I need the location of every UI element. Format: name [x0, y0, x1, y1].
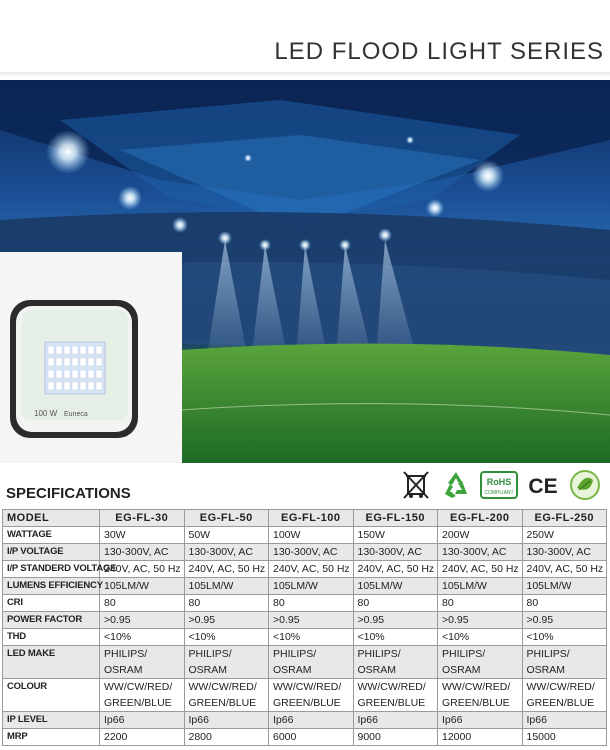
table-cell: Ip66	[438, 712, 523, 729]
model-header: EG-FL-50	[184, 510, 269, 527]
product-brand-label: Euneca	[64, 411, 88, 418]
table-cell: WW/CW/RED/ GREEN/BLUE	[100, 679, 185, 712]
page-title: LED FLOOD LIGHT SERIES	[274, 38, 604, 65]
table-row	[3, 712, 607, 729]
table-row	[3, 679, 607, 712]
row-label: MRP	[3, 729, 100, 746]
row-label: CRI	[3, 595, 100, 612]
table-row	[3, 544, 607, 561]
table-cell: WW/CW/RED/ GREEN/BLUE	[438, 679, 523, 712]
specifications-table	[2, 509, 607, 746]
row-label: LUMENS EFFICIENCY	[3, 578, 100, 595]
table-row	[3, 629, 607, 646]
table-cell: 240V, AC, 50 Hz	[353, 561, 438, 578]
table-cell: 105LM/W	[353, 578, 438, 595]
table-cell: 12000	[438, 729, 523, 746]
row-label: COLOUR	[3, 679, 100, 712]
model-header: EG-FL-200	[438, 510, 523, 527]
product-wattage-label: 100 W	[34, 409, 58, 418]
eco-friendly-icon	[568, 468, 602, 502]
table-cell: 80	[353, 595, 438, 612]
table-cell: 105LM/W	[184, 578, 269, 595]
recycle-icon	[440, 468, 472, 502]
table-cell: 50W	[184, 527, 269, 544]
table-cell: 130-300V, AC	[269, 544, 354, 561]
weee-bin-icon	[400, 468, 432, 502]
table-cell: PHILIPS/ OSRAM	[522, 646, 607, 679]
table-cell: <10%	[522, 629, 607, 646]
table-cell: <10%	[184, 629, 269, 646]
table-cell: 240V, AC, 50 Hz	[100, 561, 185, 578]
table-cell: 30W	[100, 527, 185, 544]
table-cell: 130-300V, AC	[353, 544, 438, 561]
table-cell: 2800	[184, 729, 269, 746]
model-header: EG-FL-150	[353, 510, 438, 527]
table-cell: 105LM/W	[269, 578, 354, 595]
table-cell: WW/CW/RED/ GREEN/BLUE	[353, 679, 438, 712]
table-cell: 80	[100, 595, 185, 612]
table-cell: 80	[438, 595, 523, 612]
table-cell: 200W	[438, 527, 523, 544]
table-cell: <10%	[353, 629, 438, 646]
model-header: EG-FL-30	[100, 510, 185, 527]
row-label: I/P VOLTAGE	[3, 544, 100, 561]
table-cell: 130-300V, AC	[438, 544, 523, 561]
row-label: THD	[3, 629, 100, 646]
table-row	[3, 595, 607, 612]
table-cell: 240V, AC, 50 Hz	[438, 561, 523, 578]
table-cell: 240V, AC, 50 Hz	[269, 561, 354, 578]
table-cell: Ip66	[269, 712, 354, 729]
table-cell: >0.95	[184, 612, 269, 629]
model-header: EG-FL-250	[522, 510, 607, 527]
table-cell: PHILIPS/ OSRAM	[438, 646, 523, 679]
table-cell: <10%	[269, 629, 354, 646]
table-cell: 80	[269, 595, 354, 612]
rohs-compliant-icon	[480, 468, 518, 502]
table-cell: PHILIPS/ OSRAM	[269, 646, 354, 679]
table-cell: >0.95	[353, 612, 438, 629]
flood-light-icon	[0, 252, 182, 463]
header-divider	[0, 72, 610, 78]
table-cell: PHILIPS/ OSRAM	[100, 646, 185, 679]
table-cell: PHILIPS/ OSRAM	[184, 646, 269, 679]
table-cell: 100W	[269, 527, 354, 544]
table-cell: <10%	[100, 629, 185, 646]
table-row	[3, 561, 607, 578]
table-cell: 130-300V, AC	[100, 544, 185, 561]
table-cell: 240V, AC, 50 Hz	[184, 561, 269, 578]
table-row	[3, 527, 607, 544]
table-cell: Ip66	[353, 712, 438, 729]
ce-text: CE	[528, 475, 558, 498]
rohs-text: RoHS	[486, 477, 512, 487]
table-row	[3, 729, 607, 746]
ce-mark-icon	[526, 468, 560, 502]
table-header-row	[3, 510, 607, 527]
table-cell: 6000	[269, 729, 354, 746]
row-label: WATTAGE	[3, 527, 100, 544]
table-cell: 80	[184, 595, 269, 612]
table-cell: <10%	[438, 629, 523, 646]
row-label: LED MAKE	[3, 646, 100, 679]
header-label: MODEL	[3, 510, 100, 527]
table-cell: >0.95	[269, 612, 354, 629]
table-row	[3, 646, 607, 679]
table-cell: WW/CW/RED/ GREEN/BLUE	[184, 679, 269, 712]
table-cell: 130-300V, AC	[184, 544, 269, 561]
flood-light-product-image	[0, 252, 182, 463]
table-cell: >0.95	[438, 612, 523, 629]
rohs-compliant-text: COMPLIANT	[484, 490, 514, 496]
table-cell: 240V, AC, 50 Hz	[522, 561, 607, 578]
table-cell: 105LM/W	[522, 578, 607, 595]
table-row	[3, 612, 607, 629]
table-cell: 9000	[353, 729, 438, 746]
table-cell: 150W	[353, 527, 438, 544]
table-cell: Ip66	[184, 712, 269, 729]
certification-icons	[400, 468, 605, 504]
table-cell: WW/CW/RED/ GREEN/BLUE	[269, 679, 354, 712]
table-cell: 105LM/W	[438, 578, 523, 595]
table-cell: 105LM/W	[100, 578, 185, 595]
table-row	[3, 578, 607, 595]
table-cell: 2200	[100, 729, 185, 746]
table-cell: >0.95	[522, 612, 607, 629]
specifications-heading: SPECIFICATIONS	[6, 485, 131, 502]
table-cell: 130-300V, AC	[522, 544, 607, 561]
table-cell: 250W	[522, 527, 607, 544]
table-cell: PHILIPS/ OSRAM	[353, 646, 438, 679]
table-cell: Ip66	[100, 712, 185, 729]
model-header: EG-FL-100	[269, 510, 354, 527]
row-label: I/P STANDERD VOLTAGE	[3, 561, 100, 578]
table-cell: 15000	[522, 729, 607, 746]
row-label: POWER FACTOR	[3, 612, 100, 629]
table-cell: WW/CW/RED/ GREEN/BLUE	[522, 679, 607, 712]
table-cell: Ip66	[522, 712, 607, 729]
table-cell: >0.95	[100, 612, 185, 629]
table-cell: 80	[522, 595, 607, 612]
row-label: IP LEVEL	[3, 712, 100, 729]
